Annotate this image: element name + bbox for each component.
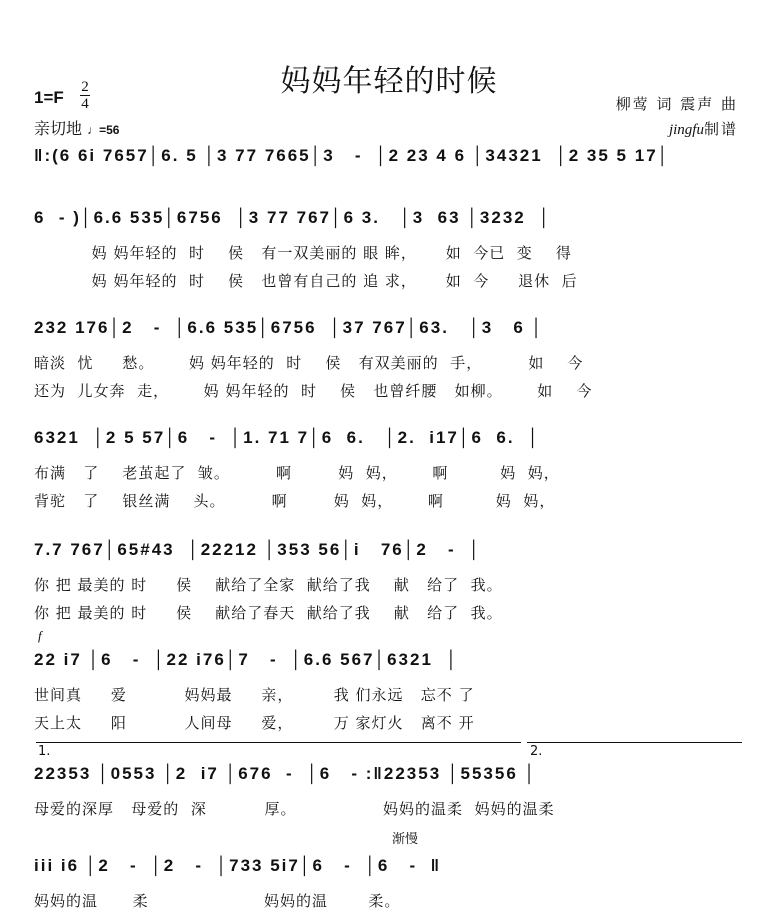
volta-1-bracket (36, 742, 521, 743)
tempo-marking: 亲切地 ♩=56 (34, 119, 120, 138)
lyrics-verse-1: 布满 了 老茧起了 皱。 啊 妈 妈， 啊 妈 妈， (34, 464, 560, 482)
dynamic-forte: f (38, 628, 42, 643)
notation: 7.7 767│65#43 │22212 │353 56│i 76│2 - │ (34, 540, 482, 559)
lyrics-verse-2: 妈 妈年轻的 时 侯 也曾有自己的 追 求， 如 今 退休 后 (34, 272, 578, 290)
notation: 6321 │2 5 57│6 - │1. 71 7│6 6. │2. i17│6 6. │ (34, 428, 541, 447)
time-signature: 2 4 (81, 79, 89, 112)
lyrics-verse-1: 你 把 最美的 时 侯 献给了全家 献给了我 献 给了 我。 (34, 576, 503, 594)
lyrics: 妈妈的温 柔 妈妈的温 柔。 (34, 892, 401, 910)
volta-1: 1. (38, 744, 51, 759)
song-title: 妈妈年轻的时候 (280, 64, 498, 99)
lyrics-verse-1: 妈 妈年轻的 时 侯 有一双美丽的 眼 眸， 如 今已 变 得 (34, 244, 572, 262)
credits (616, 92, 738, 143)
notation: 22353 │0553 │2 i7 │676 - │6 - :‖22353 │55356 │ (34, 764, 538, 783)
lyrics-verse-2: 背驼 了 银丝满 头。 啊 妈 妈， 啊 妈 妈， (34, 492, 556, 510)
volta-2: 2. (530, 744, 543, 759)
notation: iii i6 │2 - │2 - │733 5i7│6 - │6 - ‖ (34, 856, 442, 875)
lyrics-verse-2: 天上太 阳 人间母 爱， 万 家灯火 离不 开 (34, 714, 475, 732)
notation: 22 i7 │6 - │22 i76│7 - │6.6 567│6321 │ (34, 650, 459, 669)
lyrics-verse-2: 你 把 最美的 时 侯 献给了春天 献给了我 献 给了 我。 (34, 604, 503, 622)
lyrics-verse-1: 世间真 爱 妈妈最 亲， 我 们永远 忘不 了 (34, 686, 475, 704)
tempo-change: 渐慢 (392, 832, 419, 847)
lyrics: 母爱的深厚 母爱的 深 厚。 妈妈的温柔 妈妈的温柔 (34, 800, 555, 818)
lyrics-verse-1: 暗淡 忧 愁。 妈 妈年轻的 时 侯 有双美丽的 手， 如 今 (34, 354, 584, 372)
notation: ‖:(6 6i 7657│6. 5 │3 77 7665│3 - │2 23 4 6 │34321 │2 35 5 17│ (34, 146, 671, 165)
notation: 6 - )│6.6 535│6756 │3 77 767│6 3. │3 63 │3232 │ (34, 208, 552, 227)
lyricist-composer: 柳莺 词 震声 曲 (615, 95, 738, 113)
lyrics-verse-2: 还为 儿女奔 走， 妈 妈年轻的 时 侯 也曾纤腰 如柳。 如 今 (34, 382, 593, 400)
transcriber: jingfu制谱 (668, 120, 738, 138)
volta-2-bracket (527, 742, 742, 743)
key-signature: 1=F (34, 88, 64, 107)
notation: 232 176│2 - │6.6 535│6756 │37 767│63. │3 6 │ (34, 318, 545, 337)
